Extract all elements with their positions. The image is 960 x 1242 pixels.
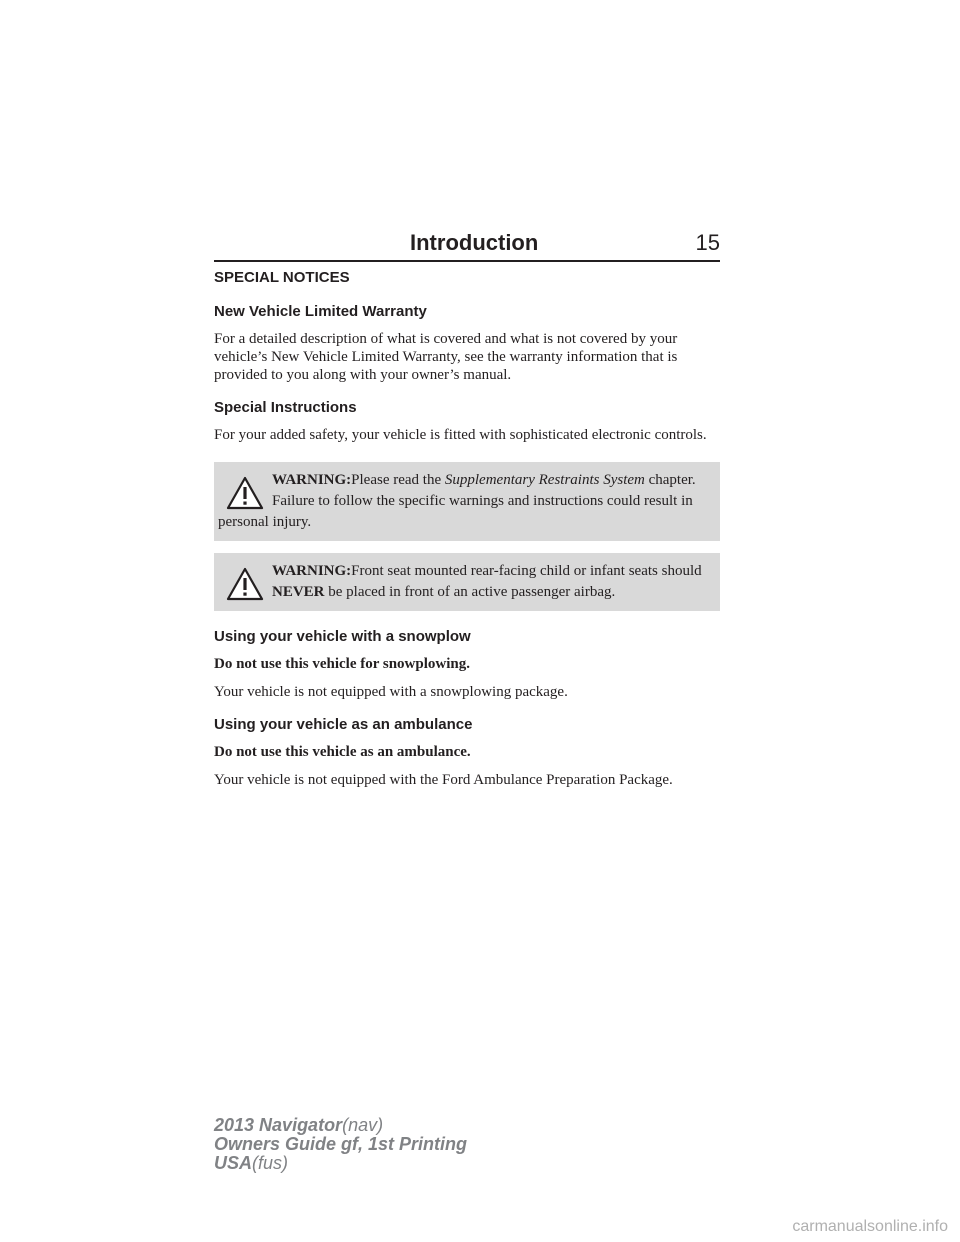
footer-line-1 [214,1116,467,1135]
warning-label: WARNING: [272,563,352,579]
footer-market-code: (fus) [252,1153,289,1173]
warning-text-after: chapter. Failure to follow the specific warnings and instructions could result in personal injury. [218,472,696,530]
warning-triangle-icon [226,567,264,601]
warning-text-before: Please read the [351,472,445,488]
watermark: carmanualsonline.info [792,1218,948,1235]
footer-model: 2013 Navigator [214,1115,343,1135]
special-instructions-text: For your added safety, your vehicle is fitted with sophisticated electronic controls. [214,427,707,443]
snowplow-bold-text: Do not use this vehicle for snowplowing. [214,656,470,672]
warranty-heading: New Vehicle Limited Warranty [214,303,427,320]
ambulance-heading: Using your vehicle as an ambulance [214,716,473,733]
footer-line-2: Owners Guide gf, 1st Printing [214,1134,468,1154]
footer-market: USA [214,1153,253,1173]
footer-line-3 [214,1154,467,1173]
page-header [214,228,720,262]
warning-triangle-icon [226,476,264,510]
warning-box-restraints [214,462,720,541]
snowplow-heading: Using your vehicle with a snowplow [214,628,471,645]
warning-emphasis: NEVER [272,584,325,600]
footer-model-code: (nav) [342,1115,384,1135]
ambulance-bold-text: Do not use this vehicle as an ambulance. [214,744,471,760]
warranty-text: For a detailed description of what is covered and what is not covered by your vehicle’s New Vehicle Limited Warranty, see the warranty information that is provided to you along with your owner’s manual. [214,331,678,383]
warning-box-child-seat [214,553,720,611]
page-number: 15 [695,230,720,255]
chapter-title: Introduction [410,230,539,255]
print-footer [214,1116,467,1173]
warning-text-after: be placed in front of an active passenger airbag. [324,584,616,600]
snowplow-text: Your vehicle is not equipped with a snowplowing package. [214,684,568,700]
special-instructions-heading: Special Instructions [214,399,357,416]
warning-chapter-reference: Supplementary Restraints System [444,472,645,488]
warning-text-before: Front seat mounted rear-facing child or infant seats should [351,563,702,579]
warning-label: WARNING: [272,472,352,488]
section-title: SPECIAL NOTICES [214,269,350,286]
page-content [214,268,720,803]
ambulance-text: Your vehicle is not equipped with the Ford Ambulance Preparation Package. [214,772,673,788]
